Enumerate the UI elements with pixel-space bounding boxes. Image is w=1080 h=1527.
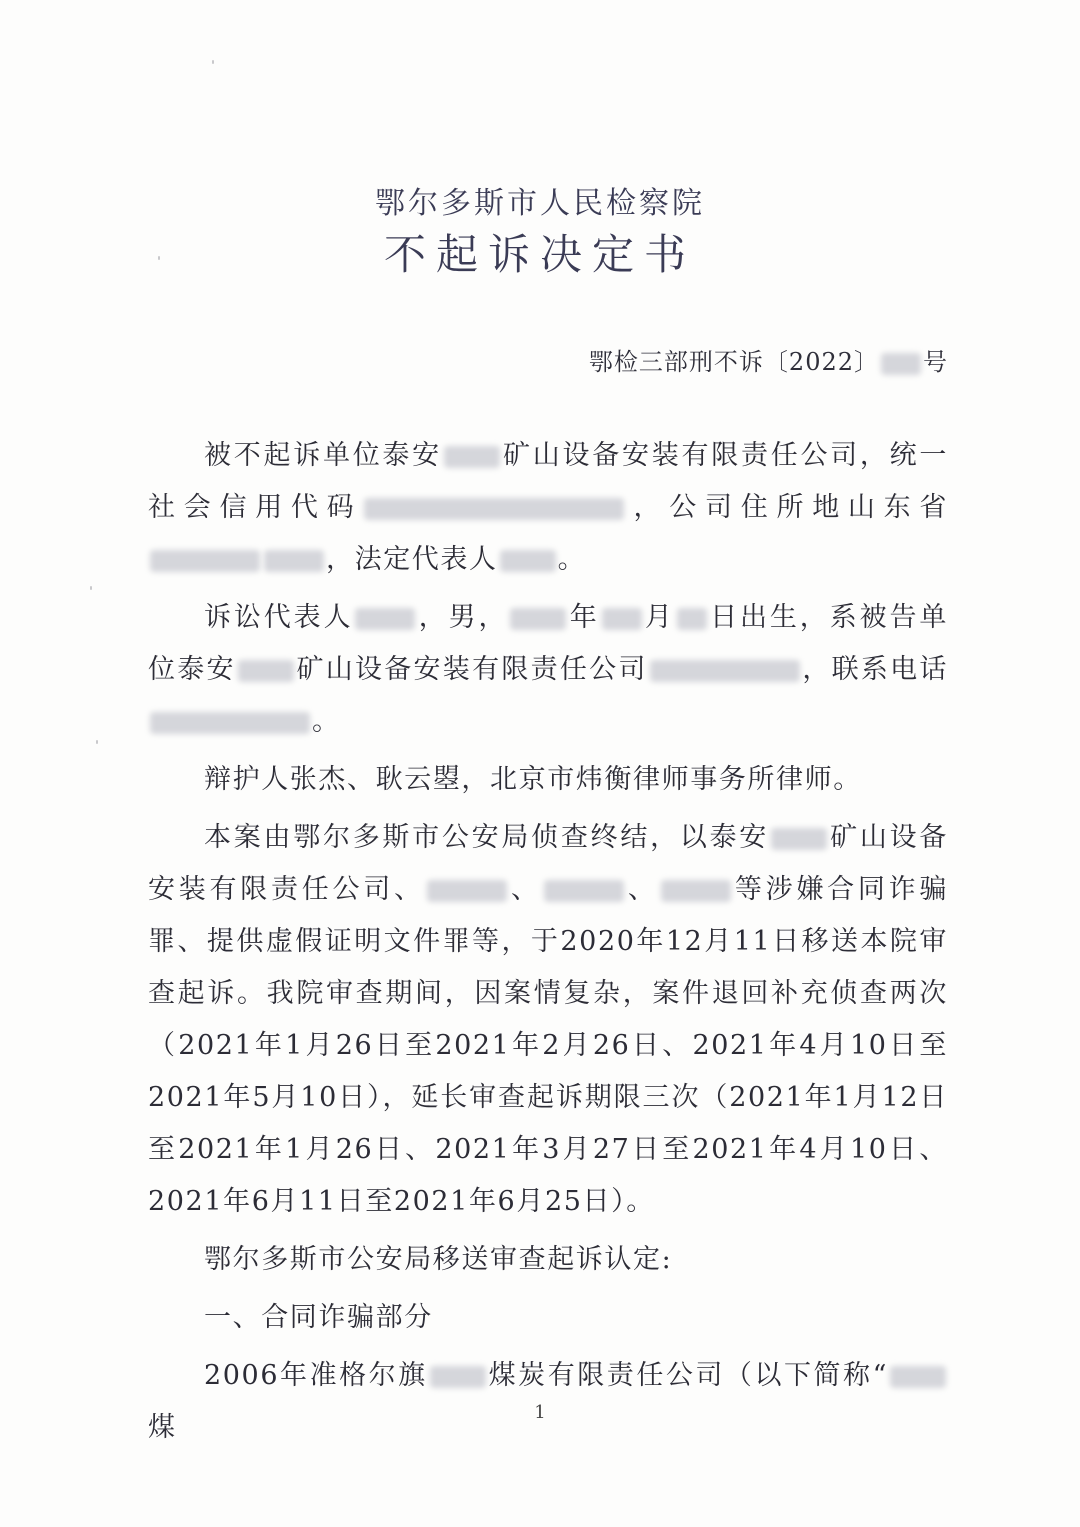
redacted-block <box>264 550 324 572</box>
redacted-block <box>150 712 310 734</box>
redacted-block <box>650 660 800 682</box>
text-segment: 矿山设备安装有限责任公司、 <box>148 822 949 905</box>
text-segment: 本案由鄂尔多斯市公安局侦查终结，以泰安 <box>204 822 770 853</box>
text-segment: ，联系电话 <box>801 654 949 685</box>
text-segment: ，公司住所地山东省 <box>626 492 948 523</box>
text-segment: 月 <box>643 602 675 633</box>
redacted-block <box>677 608 707 630</box>
text-segment: 煤 <box>148 1412 177 1443</box>
paragraph-defense: 辩护人张杰、耿云曌，北京市炜衡律师事务所律师。 <box>204 764 862 795</box>
redacted-block <box>150 550 260 572</box>
paragraph-representative <box>148 592 948 748</box>
text-segment: ，男， <box>417 602 509 633</box>
text-segment: 等涉嫌合同诈骗罪、提供虚假证明文件罪等，于2020年12月11日移送本院审查起诉。我院审查期间，因案情复杂，案件退回补充侦查两次（2021年1月26日至2021年2月26日、2021年4月10日至2021年5月10日），延长审查起诉期限三次（2021年1月12日至2021年1月26日、2021年3月27日至2021年4月10日、2021年6月11日至2021年6月25日）。 <box>148 874 948 1217</box>
redacted-block <box>544 880 624 902</box>
redacted-block <box>602 608 642 630</box>
section-heading: 一、合同诈骗部分 <box>204 1302 433 1333</box>
text-segment: 矿山设备安装有限责任公司，统一社会信用代码 <box>148 440 948 523</box>
redacted-block <box>355 608 415 630</box>
text-segment: 被不起诉单位泰安 <box>204 440 442 471</box>
text-segment: 日出生，系被告单位泰安 <box>148 602 948 685</box>
text-segment: 年 <box>568 602 600 633</box>
text-segment: 。 <box>312 706 341 737</box>
text-segment: 2006年准格尔旗 <box>204 1360 428 1391</box>
document-number-suffix: 号 <box>923 348 948 376</box>
page-number: 1 <box>534 1402 546 1423</box>
document-body <box>148 430 948 1460</box>
text-segment: 煤炭有限责任公司（以下简称“ <box>487 1360 888 1391</box>
redacted-block <box>444 446 500 468</box>
redacted-block <box>500 550 556 572</box>
paragraph-defendant <box>148 430 948 586</box>
paragraph-allegation-intro: 鄂尔多斯市公安局移送审查起诉认定: <box>204 1244 673 1275</box>
text-segment: 矿山设备安装有限责任公司 <box>295 654 648 685</box>
text-segment: 、 <box>508 874 542 905</box>
document-title: 不起诉决定书 <box>383 230 696 279</box>
text-segment: 、 <box>625 874 659 905</box>
organization-name: 鄂尔多斯市人民检察院 <box>375 186 705 221</box>
text-segment: 诉讼代表人 <box>204 602 354 633</box>
paragraph-case-history <box>148 812 948 1228</box>
document-number-prefix: 鄂检三部刑不诉〔2022〕 <box>588 348 879 376</box>
redacted-block <box>881 353 921 375</box>
redacted-block <box>364 498 624 520</box>
scan-speck <box>90 586 92 590</box>
redacted-block <box>771 828 827 850</box>
text-segment: ，法定代表人 <box>326 544 498 575</box>
redacted-block <box>238 660 294 682</box>
scan-speck <box>212 60 214 64</box>
redacted-block <box>661 880 731 902</box>
document-number <box>589 342 948 377</box>
redacted-block <box>510 608 566 630</box>
redacted-block <box>427 880 507 902</box>
redacted-block <box>890 1366 946 1388</box>
text-segment: 。 <box>557 544 587 575</box>
redacted-block <box>430 1366 486 1388</box>
scan-speck <box>96 740 98 744</box>
